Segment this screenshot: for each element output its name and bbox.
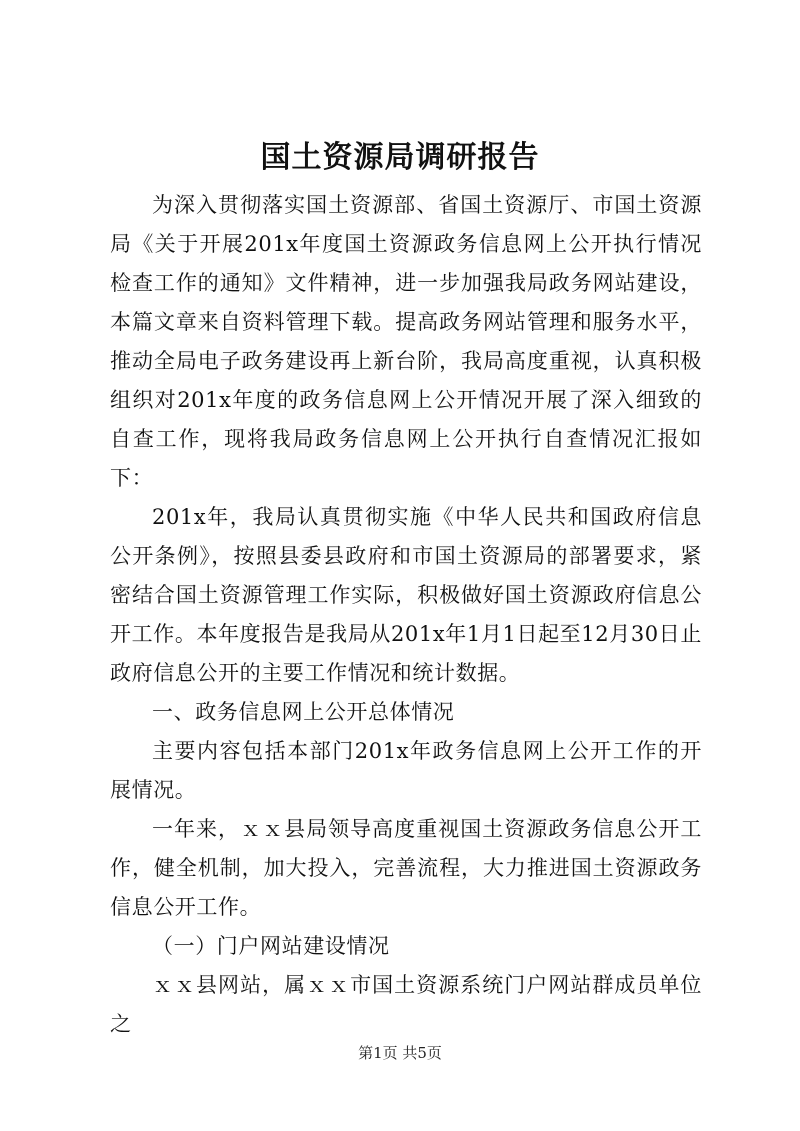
page-footer: 第1页 共5页 [358, 1044, 442, 1062]
paragraph: 一年来，ｘｘ县局领导高度重视国土资源政务信息公开工作，健全机制，加大投入，完善流程，大力推进国土资源政务信息公开工作。 [110, 817, 702, 919]
paragraph: 201x年，我局认真贯彻实施《中华人民共和国政府信息公开条例》，按照县委县政府和市国土资源局的部署要求，紧密结合国土资源管理工作实际，积极做好国土资源政府信息公开工作。本年度报告是我局从201x年1月1日起至12月30日止政府信息公开的主要工作情况和统计数据。 [110, 505, 702, 685]
paragraph: ｘｘ县网站，属ｘｘ市国土资源系统门户网站群成员单位之 [110, 973, 702, 1036]
document-title: 国土资源局调研报告 [260, 140, 540, 175]
paragraph: 为深入贯彻落实国土资源部、省国土资源厅、市国土资源局《关于开展201x年度国土资源政务信息网上公开执行情况检查工作的通知》文件精神，进一步加强我局政务网站建设，本篇文章来自资料管理下载。提高政务网站管理和服务水平，推动全局电子政务建设再上新台阶，我局高度重视，认真积极组织对201x年度的政务信息网上公开情况开展了深入细致的自查工作，现将我局政务信息网上公开执行自查情况汇报如下： [110, 193, 702, 490]
subsection-heading: （一）门户网站建设情况 [152, 934, 390, 958]
document-body [110, 186, 702, 1044]
paragraph: 主要内容包括本部门201x年政务信息网上公开工作的开展情况。 [110, 739, 702, 802]
section-heading: 一、政务信息网上公开总体情况 [152, 700, 455, 724]
